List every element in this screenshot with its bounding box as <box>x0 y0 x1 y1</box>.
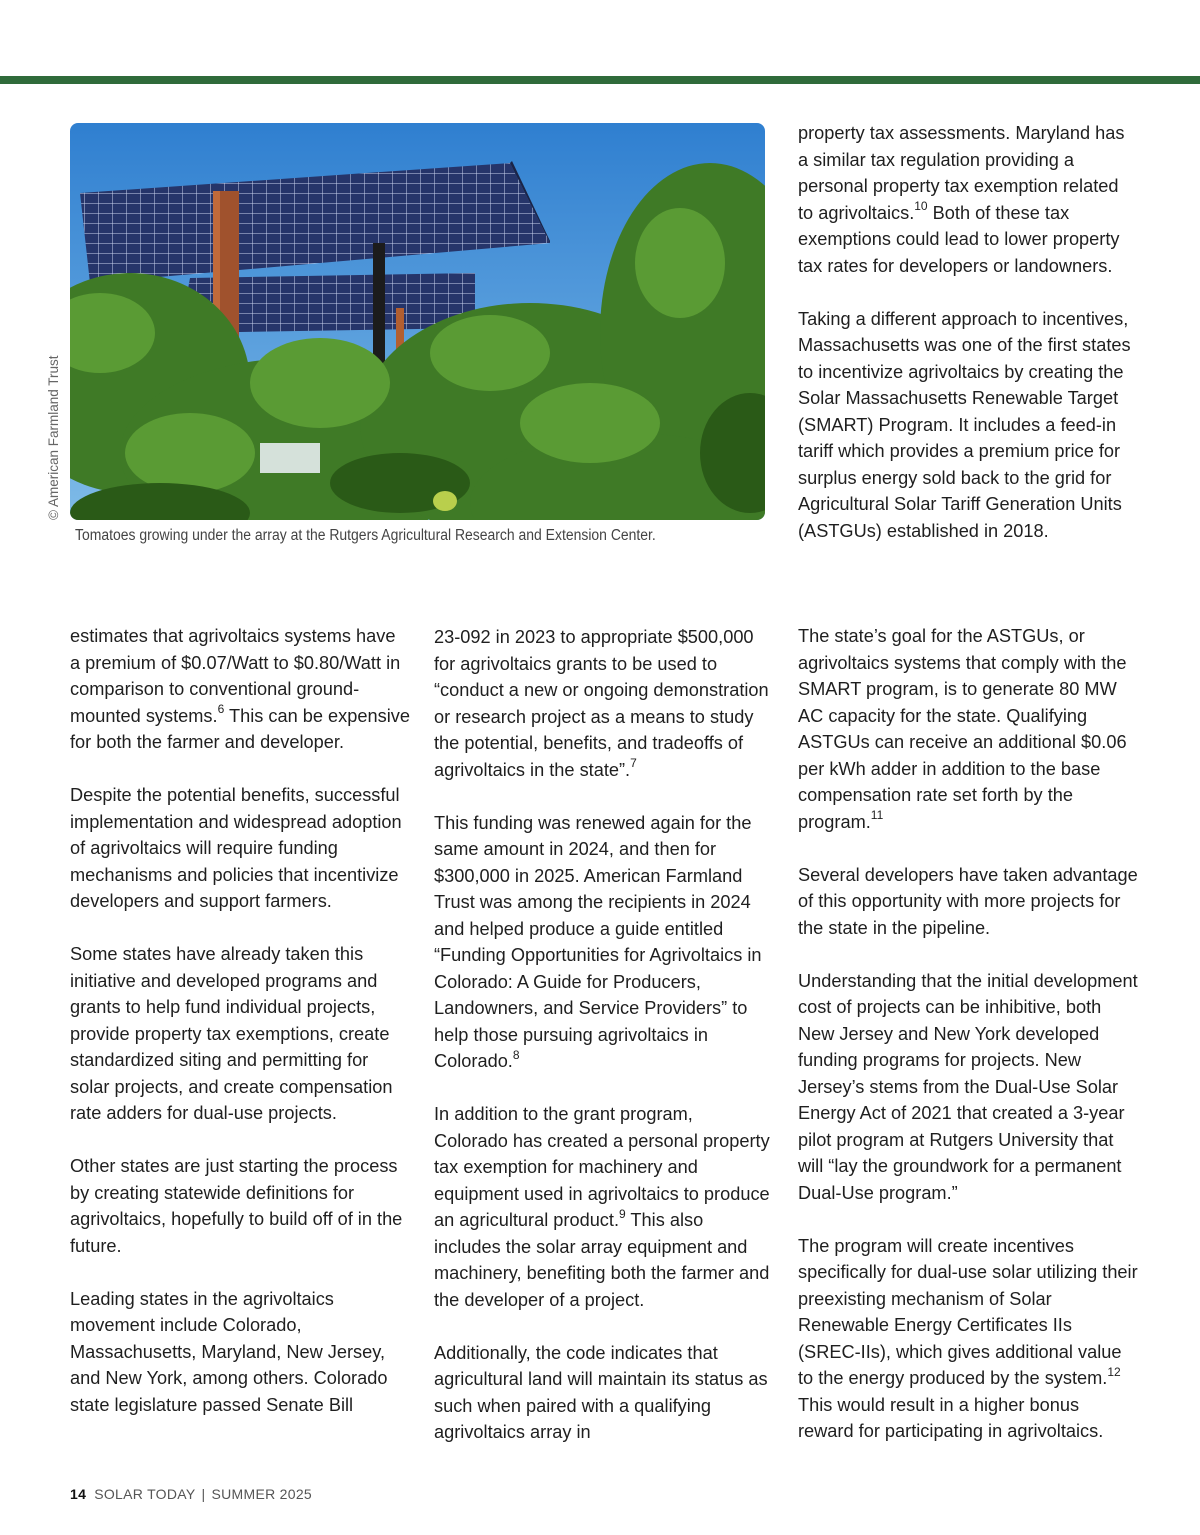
paragraph: Despite the potential benefits, successful implementation and widespread adoption of agrivoltaics will require funding mechanisms and policies that incentivize developers and support farmers. <box>70 785 402 911</box>
column-right-bottom <box>798 623 1138 1445</box>
paragraph: estimates that agrivoltaics systems have a premium of $0.07/Watt to $0.80/Watt in comparison to conventional ground-mounted systems.$^6$ This can be expensive for both the farmer and developer. <box>70 626 410 752</box>
paragraph: Several developers have taken advantage of this opportunity with more projects for the state in the pipeline. <box>798 864 1138 938</box>
footnote-ref: 9 <box>619 1206 626 1221</box>
tomato-solar-photo <box>70 123 765 520</box>
paragraph: Additionally, the code indicates that agricultural land will maintain its status as such when paired with a qualifying agrivoltaics array in <box>434 1342 768 1442</box>
paragraph: In addition to the grant program, Colorado has created a personal property tax exemption for machinery and equipment used in agrivoltaics to produce an agricultural product.$^9$ This also includes the solar array equipment and machinery, benefiting both the farmer and the developer of a project. <box>434 1104 770 1310</box>
header-rule <box>0 76 1200 84</box>
paragraph: This funding was renewed again for the same amount in 2024, and then for $300,000 in 2025. American Farmland Trust was among the recipients in 2024 and helped produce a guide entitled “Funding Opportunities for Agrivoltaics in Colorado: A Guide for Producers, Landowners, and Service Providers” to help those pursuing agrivoltaics in Colorado.$^8$ <box>434 812 762 1071</box>
issue-date: SUMMER 2025 <box>211 1486 313 1502</box>
footer-separator: | <box>201 1486 206 1502</box>
paragraph: 23-092 in 2023 to appropriate $500,000 for agrivoltaics grants to be used to “conduct a new or ongoing demonstration or research project as a means to study the potential, benefits, and tradeoffs of agrivoltaics in the state”.$^7$ <box>434 627 769 780</box>
paragraph: The program will create incentives specifically for dual-use solar utilizing their preexisting mechanism of Solar Renewable Energy Certificates IIs (SREC-IIs), which gives additional value to the energy produced by the system.$^{12}$ This would result in a higher bonus reward for participating in agrivoltaics. <box>798 1235 1138 1441</box>
footnote-ref: 10 <box>914 199 928 214</box>
paragraph: Understanding that the initial development cost of projects can be inhibitive, both New Jersey and New York developed funding programs for projects. New Jersey’s stems from the Dual-Use Solar Energy Act of 2021 that created a 3-year pilot program at Rutgers University that will “lay the groundwork for a permanent Dual-Use program.” <box>798 970 1138 1203</box>
footnote-ref: 8 <box>512 1047 520 1062</box>
column-right-top <box>798 120 1138 544</box>
page-footer <box>70 1486 312 1502</box>
paragraph: Other states are just starting the process by creating statewide definitions for agrivoltaics, hopefully to build off of in the future. <box>70 1156 403 1256</box>
paragraph: Taking a different approach to incentives, Massachusetts was one of the first states to incentivize agrivoltaics by creating the Solar Massachusetts Renewable Target (SMART) Program. It includes a feed-in tariff which provides a premium price for surplus energy sold back to the grid for Agricultural Solar Tariff Generation Units (ASTGUs) established in 2018. <box>798 308 1131 541</box>
column-middle <box>434 624 770 1446</box>
paragraph: The state’s goal for the ASTGUs, or agrivoltaics systems that comply with the SMART program, is to generate 80 MW AC capacity for the state. Qualifying ASTGUs can receive an additional $0.06 per kWh adder in addition to the base compensation rate set forth by the program.$^{11}$ <box>798 626 1127 832</box>
footnote-ref: 7 <box>630 756 637 771</box>
page-number: 14 <box>70 1486 87 1502</box>
paragraph: property tax assessments. Maryland has a similar tax regulation providing a personal property tax exemption related to agrivoltaics.$^{10}$ Both of these tax exemptions could lead to lower property tax rates for developers or landowners. <box>798 123 1125 276</box>
column-left <box>70 623 410 1418</box>
publication-name: SOLAR TODAY <box>94 1486 196 1502</box>
footnote-ref: 6 <box>217 702 225 717</box>
paragraph: Some states have already taken this initiative and developed programs and grants to help fund individual projects, provide property tax exemptions, create standardized siting and permitting for solar projects, and create compensation rate adders for dual-use projects. <box>70 944 393 1123</box>
photo-credit: © American Farmland Trust <box>46 355 61 520</box>
paragraph: Leading states in the agrivoltaics movement include Colorado, Massachusetts, Maryland, New Jersey, and New York, among others. Colorado state legislature passed Senate Bill <box>70 1288 388 1415</box>
footnote-ref: 11 <box>870 808 884 823</box>
photo-caption: Tomatoes growing under the array at the Rutgers Agricultural Research and Extension Center. <box>75 527 656 544</box>
footnote-ref: 12 <box>1107 1364 1121 1379</box>
